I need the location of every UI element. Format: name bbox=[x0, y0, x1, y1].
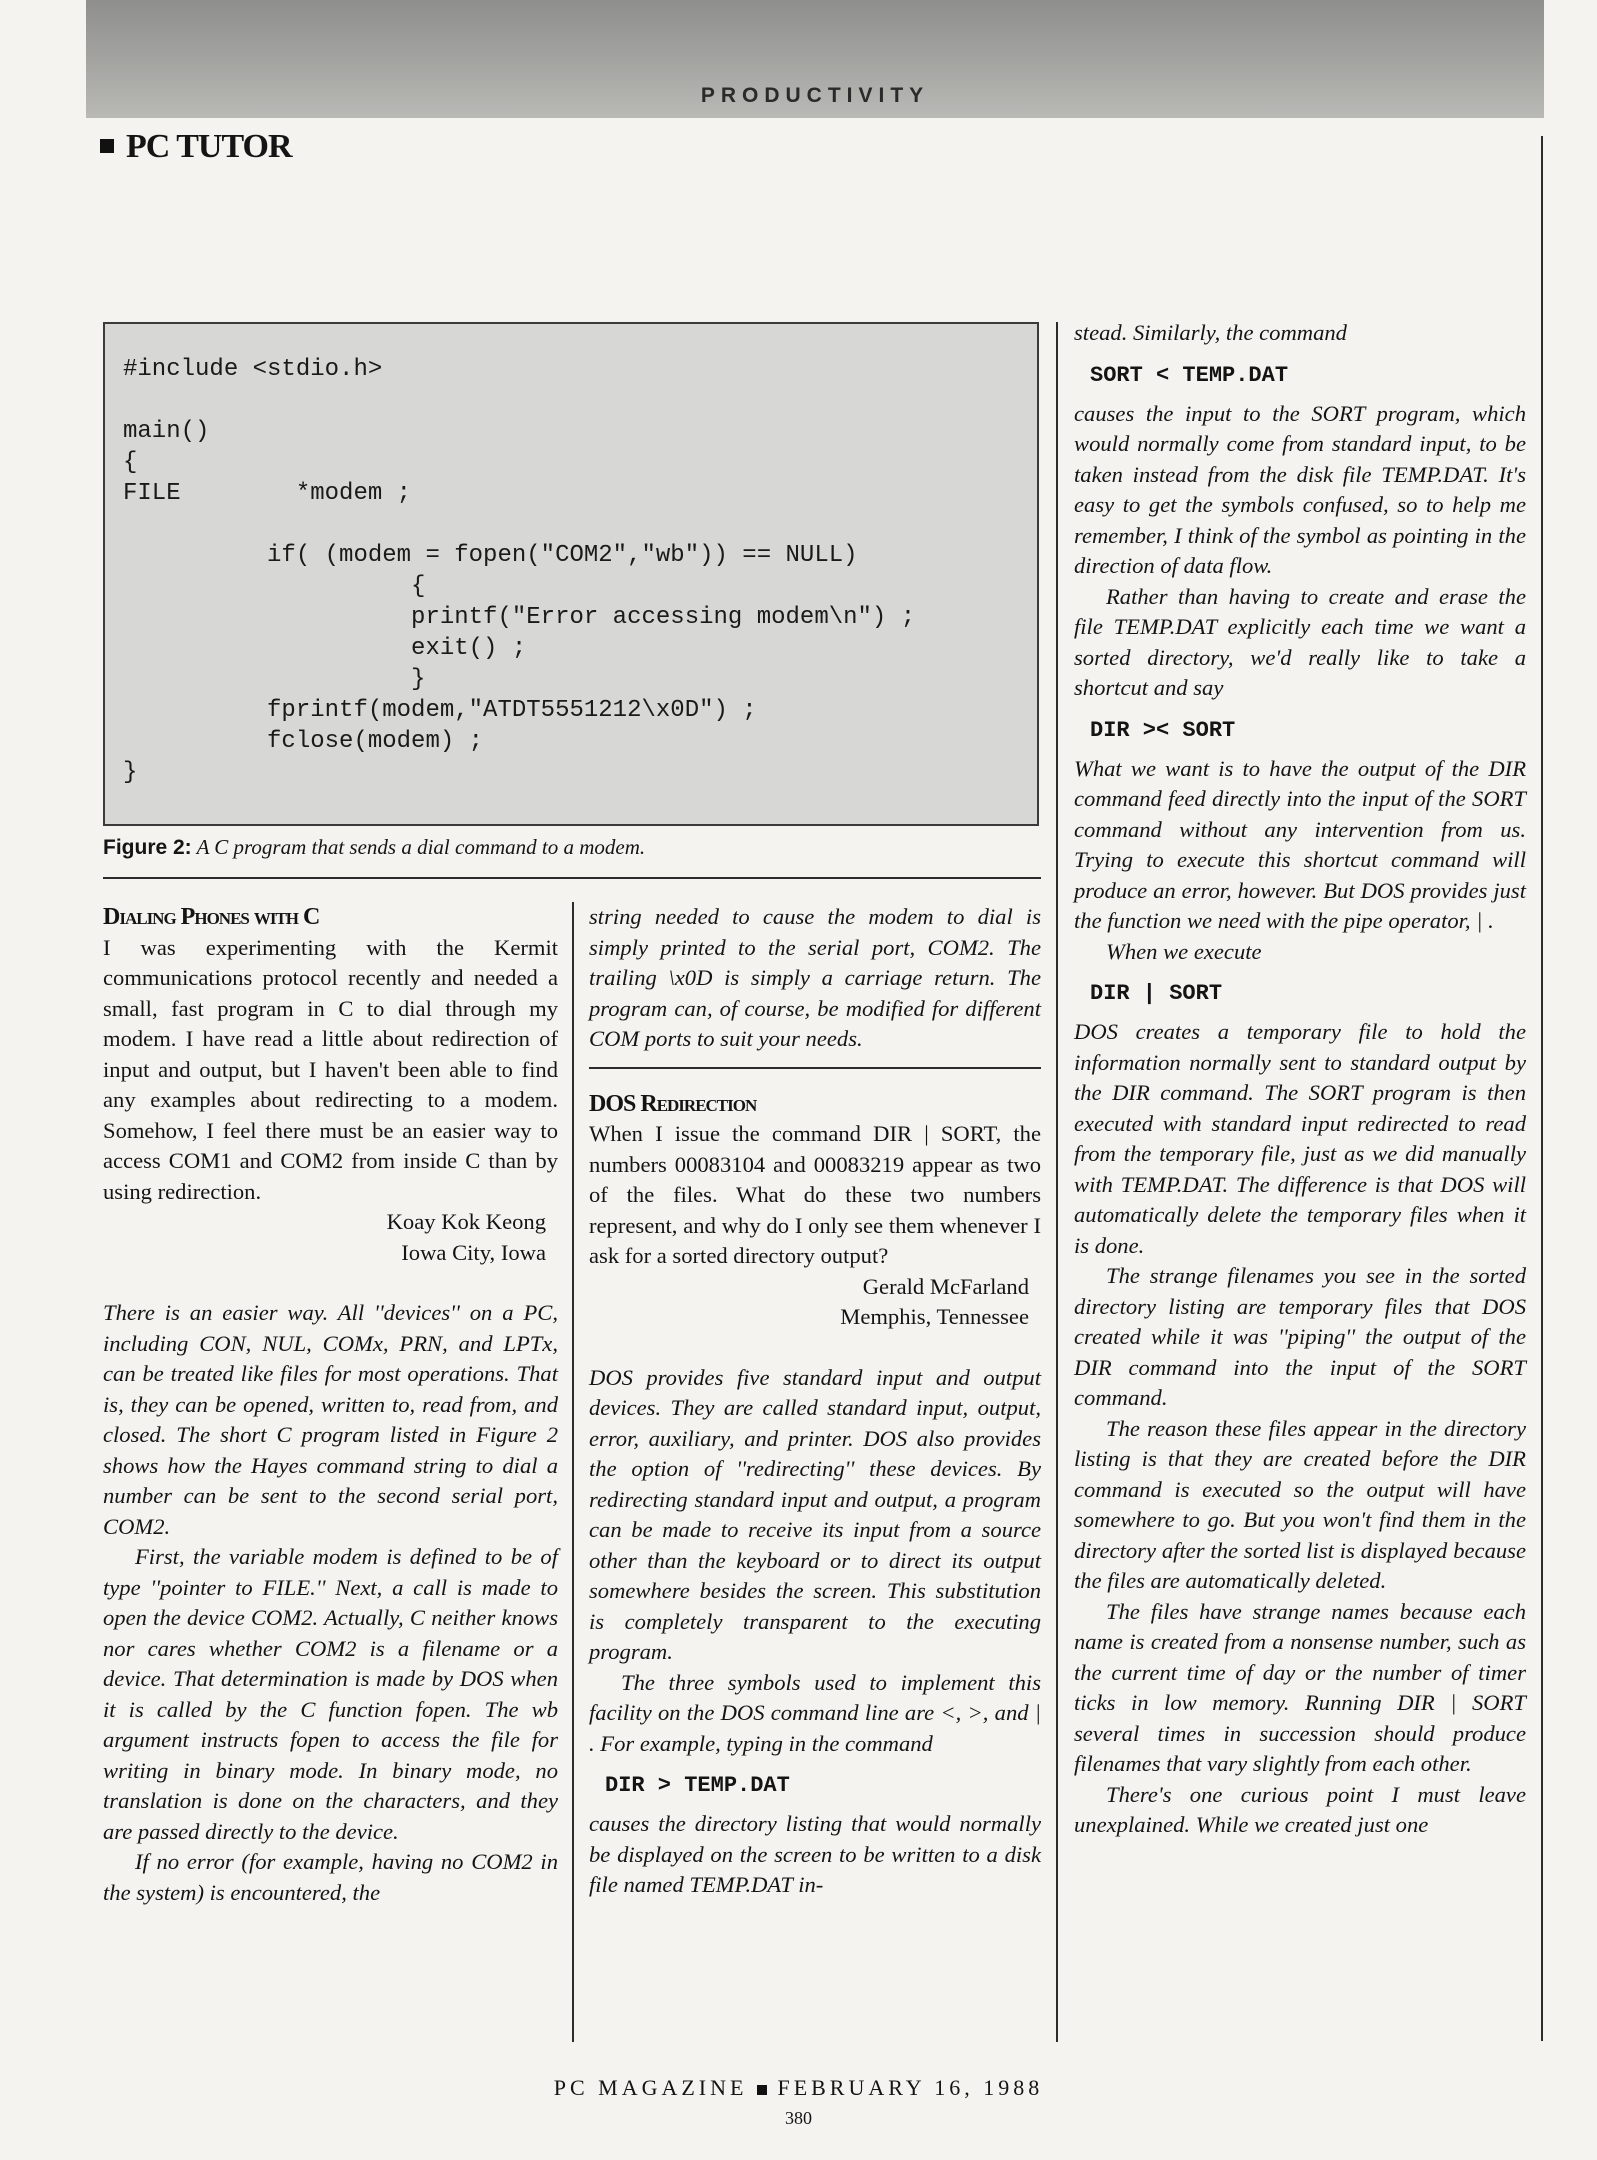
answer-continuation: string needed to cause the modem to dial is simply printed to the serial port, COM2. The trailing \x0D is simply a carriage return. The program can, of course, be modified for different COM ports to suit your needs. bbox=[589, 904, 1041, 1051]
letter-text: When I issue the command DIR | SORT, the numbers 00083104 and 00083219 appear as two of the files. What do these two numbers represent, and why do I only see them whenever I ask for a sorted directory output? bbox=[589, 1121, 1041, 1268]
heading-dos-redirection: DOS Redirection bbox=[589, 1090, 757, 1117]
banner-label: PRODUCTIVITY bbox=[700, 84, 930, 107]
column-2 bbox=[589, 902, 1041, 1901]
section-title bbox=[100, 128, 292, 166]
page-footer bbox=[0, 2075, 1597, 2101]
section-rule bbox=[589, 1067, 1041, 1069]
right-border-rule bbox=[1541, 136, 1543, 2041]
heading-dialing-phones: Dialing Phones with C bbox=[103, 904, 320, 930]
body-paragraph: The reason these files appear in the directory listing is that they are created before the DIR command is executed so the output will have somewhere to go. But you won't find them in the directory after the sorted list is displayed because the files are automatically deleted. bbox=[1074, 1415, 1526, 1593]
answer-paragraph: If no error (for example, having no COM2 in the system) is encountered, the bbox=[103, 1849, 558, 1905]
section-banner bbox=[86, 0, 1544, 118]
letter-text: I was experimenting with the Kermit communications protocol recently and needed a small, fast program in C to dial through my modem. I have read a little about redirection of input and output, but I haven't been able to find any examples about redirecting to a modem. Somehow, I feel there must be an easier way to access COM1 and COM2 from inside C than by using redirection. bbox=[103, 934, 558, 1204]
command-example: DIR > TEMP.DAT bbox=[605, 1773, 790, 1798]
body-paragraph: stead. Similarly, the command bbox=[1074, 320, 1347, 345]
command-example: DIR | SORT bbox=[1090, 981, 1223, 1006]
body-paragraph: The files have strange names because each name is created from a nonsense number, such as the current time of day or the number of timer ticks in low memory. Running DIR | SORT several times in succession should produce filenames that vary slightly from each other. bbox=[1074, 1598, 1526, 1776]
signature-name: Gerald McFarland bbox=[862, 1273, 1029, 1299]
signature-name: Koay Kok Keong bbox=[386, 1209, 546, 1234]
figure-code-box bbox=[103, 322, 1039, 826]
body-paragraph: There's one curious point I must leave unexplained. While we created just one bbox=[1074, 1781, 1526, 1837]
body-paragraph: When we execute bbox=[1106, 938, 1262, 964]
bullet-square-icon bbox=[757, 2085, 767, 2095]
body-paragraph: The strange filenames you see in the sorted directory listing are temporary files that DOS created while it was ''piping'' the output of the DIR command into the input of the SORT command. bbox=[1074, 1263, 1526, 1410]
column-3 bbox=[1074, 318, 1526, 1841]
issue-date: FEBRUARY 16, 1988 bbox=[777, 2075, 1044, 2100]
signature-place: Iowa City, Iowa bbox=[401, 1239, 546, 1265]
figure-caption bbox=[103, 835, 1039, 860]
body-paragraph: causes the input to the SORT program, which would normally come from standard input, to be taken instead from the disk file TEMP.DAT. It's easy to get the symbols confused, so to help me remember, I think of the symbol as pointing in the direction of data flow. bbox=[1074, 400, 1526, 578]
caption-label: Figure 2: bbox=[103, 836, 192, 859]
caption-rule bbox=[103, 877, 1041, 879]
column-1 bbox=[103, 902, 558, 1908]
column-separator bbox=[572, 902, 574, 2042]
answer-paragraph: First, the variable modem is defined to be of type ''pointer to FILE.'' Next, a call is made to open the device COM2. Actually, C neither knows nor cares whether COM2 is a filename or a device. That determination is made by DOS when it is called by the C function fopen. The wb argument instructs fopen to access the file for writing in binary mode. In binary mode, no translation is done on the characters, and they are passed directly to the device. bbox=[103, 1544, 558, 1844]
answer-paragraph: causes the directory listing that would normally be displayed on the screen to be written to a disk file named TEMP.DAT in- bbox=[589, 1811, 1041, 1897]
spacer bbox=[589, 1333, 1041, 1363]
answer-paragraph: The three symbols used to implement this facility on the DOS command line are <, >, and | . For example, typing in the command bbox=[589, 1669, 1041, 1756]
code-listing: #include <stdio.h> main() { FILE *modem ; if( (modem = fopen("COM2","wb")) == NULL) { printf("Error accessing modem\n") ; exit() ; } fprintf(modem,"ATDT5551212\x0D") ; fclose(modem) ; } bbox=[123, 356, 916, 786]
magazine-name: PC MAGAZINE bbox=[553, 2075, 748, 2100]
section-title-text: PC TUTOR bbox=[126, 128, 292, 165]
caption-text: A C program that sends a dial command to a modem. bbox=[196, 835, 646, 859]
answer-paragraph: DOS provides five standard input and output devices. They are called standard input, output, error, auxiliary, and printer. DOS also provides the option of ''redirecting'' these devices. By redirecting standard input and output, a program can be made to receive its input from a source other than the keyboard or to direct its output somewhere besides the screen. This substitution is completely transparent to the executing program. bbox=[589, 1364, 1041, 1664]
body-paragraph: Rather than having to create and erase the file TEMP.DAT explicitly each time we want a sorted directory, we'd really like to take a shortcut and say bbox=[1074, 583, 1526, 700]
command-example: SORT < TEMP.DAT bbox=[1090, 362, 1289, 388]
body-paragraph: DOS creates a temporary file to hold the information normally sent to standard output by the DIR command. The SORT program is then executed with standard input redirected to read from the temporary file, just as we did manually with TEMP.DAT. The difference is that DOS will automatically delete the temporary files when it is done. bbox=[1074, 1019, 1526, 1258]
spacer bbox=[103, 1268, 558, 1298]
command-example: DIR >< SORT bbox=[1090, 717, 1236, 743]
body-paragraph: What we want is to have the output of the DIR command feed directly into the input of the SORT command without any intervention from us. Trying to execute this shortcut command will produce an error, however. But DOS provides just the function we need with the pipe operator, | . bbox=[1074, 755, 1526, 933]
column-separator bbox=[1056, 322, 1058, 2042]
page-number: 380 bbox=[785, 2108, 812, 2128]
signature-place: Memphis, Tennessee bbox=[840, 1304, 1029, 1329]
bullet-square-icon bbox=[100, 139, 114, 153]
answer-paragraph: There is an easier way. All ''devices'' on a PC, including CON, NUL, COMx, PRN, and LPTx, can be treated like files for most operations. That is, they can be opened, written to, read from, and closed. The short C program listed in Figure 2 shows how the Hayes command string to dial a number can be sent to the second serial port, COM2. bbox=[103, 1300, 558, 1539]
